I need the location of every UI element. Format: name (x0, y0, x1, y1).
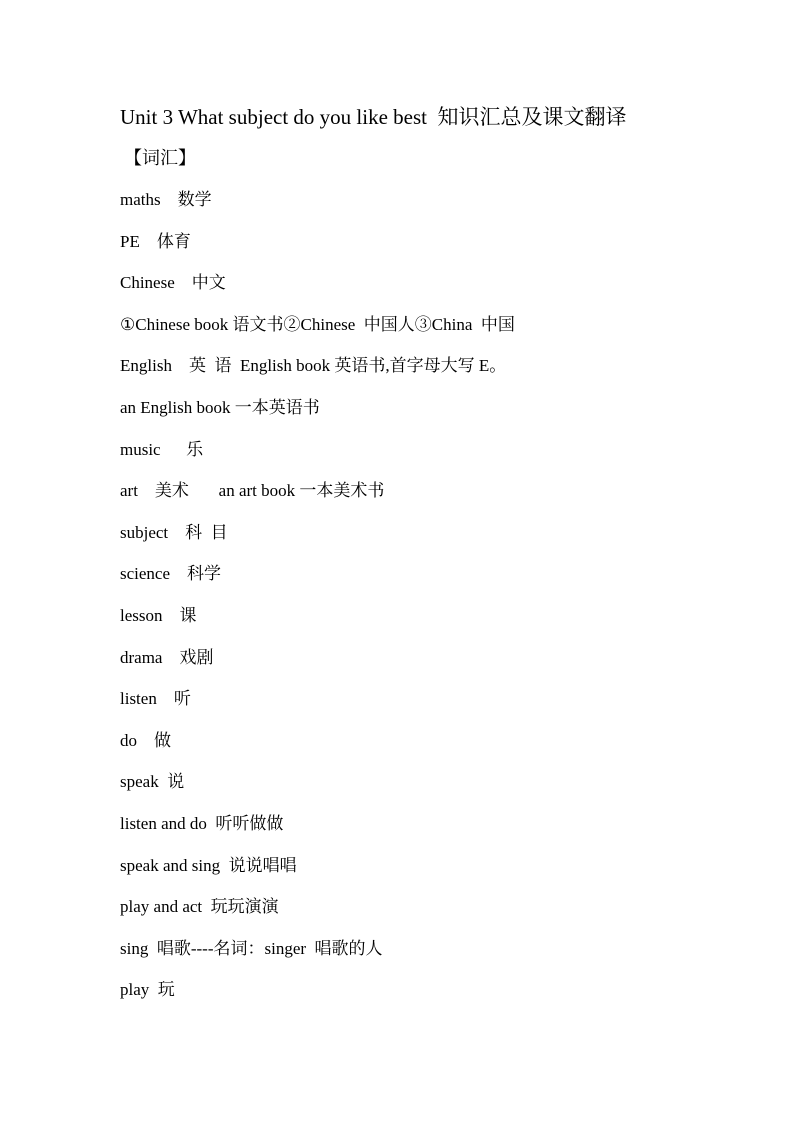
vocab-line: art 美术 an art book 一本美术书 (120, 481, 385, 501)
vocab-line: listen 听 (120, 689, 191, 709)
page-title: Unit 3 What subject do you like best 知识汇总及课文翻译 (120, 105, 627, 129)
vocab-line: music 乐 (120, 439, 204, 459)
vocab-line: play 玩 (120, 980, 175, 1000)
vocab-line: Chinese 中文 (120, 273, 226, 293)
vocab-line: science 科学 (120, 564, 222, 584)
vocab-line: subject 科 目 (120, 522, 228, 542)
vocabulary-list (120, 188, 515, 1020)
vocab-line: speak 说 (120, 772, 185, 792)
vocab-line: play and act 玩玩演演 (120, 897, 279, 917)
vocab-line: sing 唱歌----名词：singer 唱歌的人 (120, 938, 383, 958)
vocab-line: drama 戏剧 (120, 647, 214, 667)
vocab-line: ①Chinese book 语文书②Chinese 中国人③China 中国 (120, 314, 515, 334)
vocab-line: English 英 语 English book 英语书,首字母大写 E。 (120, 356, 507, 376)
vocab-line: do 做 (120, 730, 171, 750)
vocab-line: listen and do 听听做做 (120, 813, 284, 833)
section-heading-vocabulary: 【词汇】 (124, 148, 196, 168)
vocab-line: lesson 课 (120, 605, 197, 625)
vocab-line: speak and sing 说说唱唱 (120, 855, 297, 875)
vocab-line: PE 体育 (120, 231, 191, 251)
vocab-line: maths 数学 (120, 190, 212, 209)
vocab-line: an English book 一本英语书 (120, 397, 320, 417)
